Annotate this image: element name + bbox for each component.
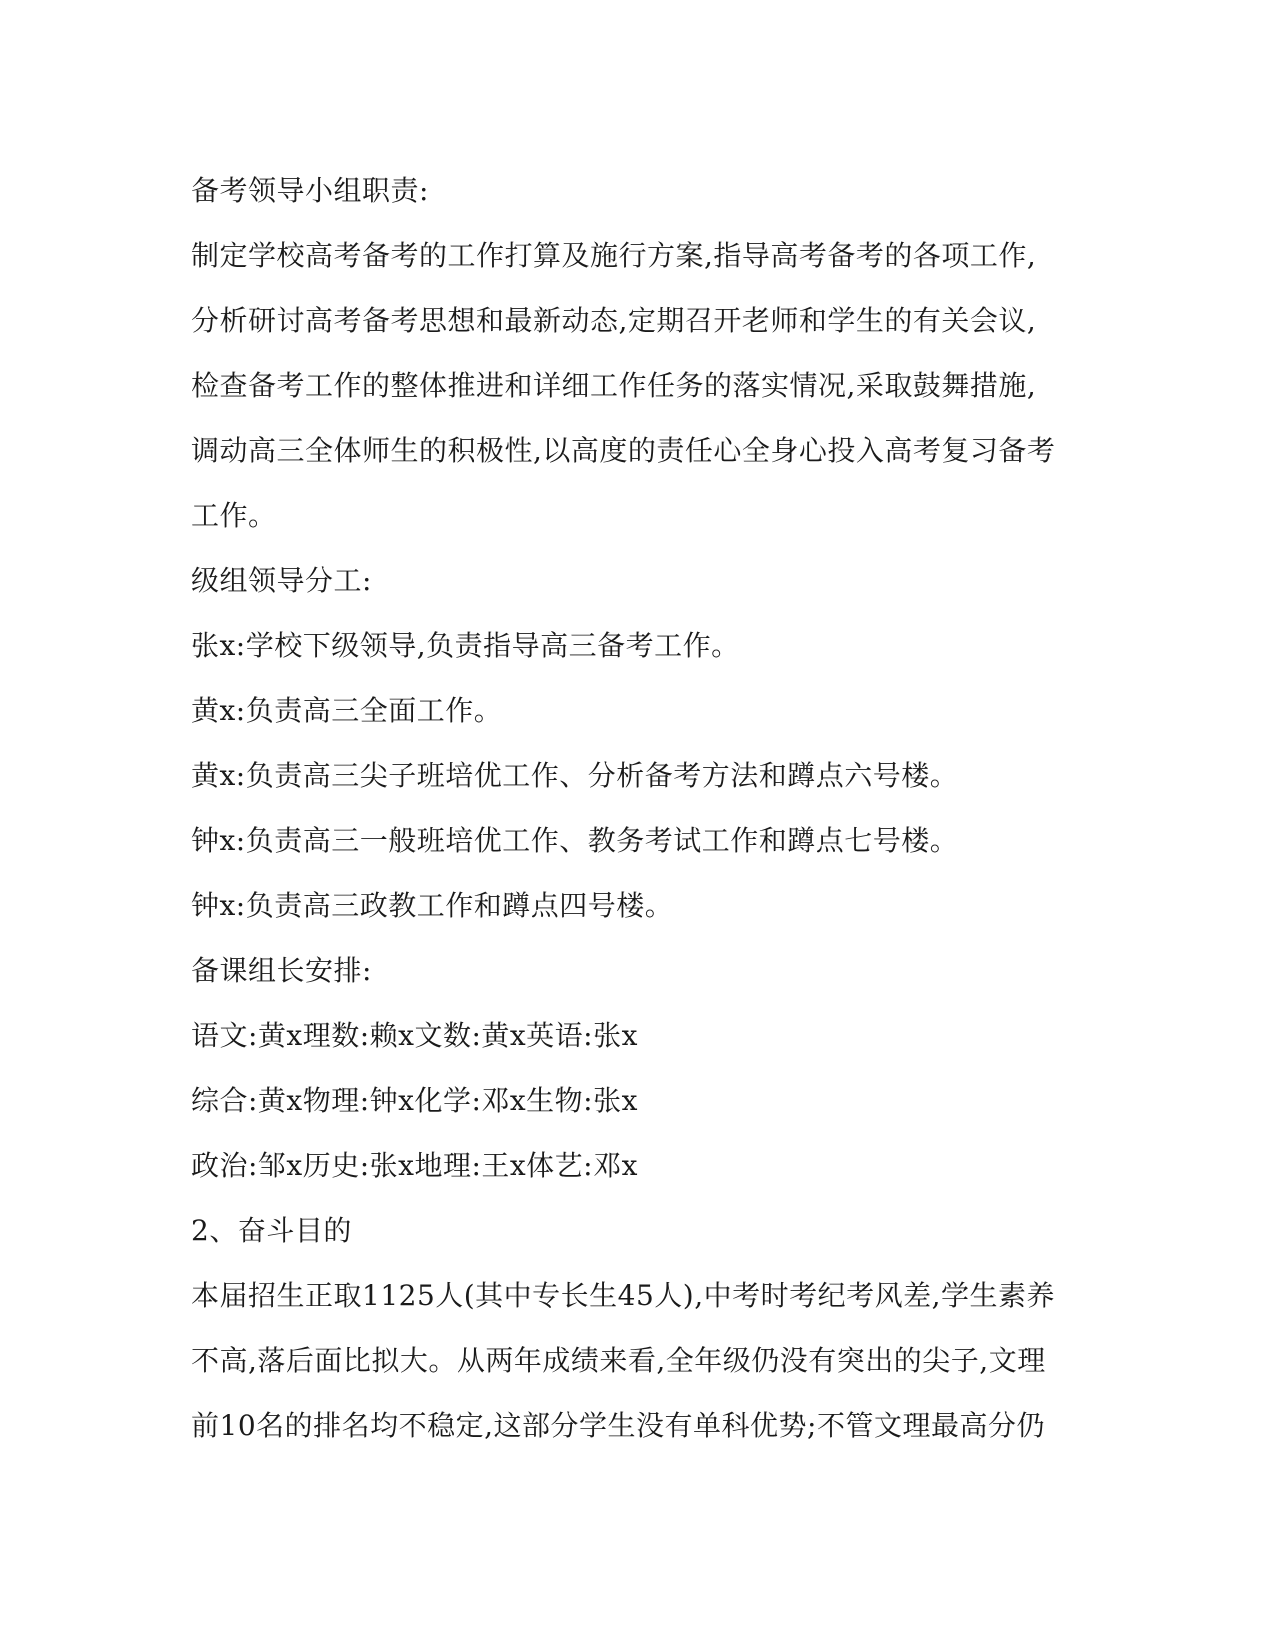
lesson-leader-row: 综合:黄x物理:钟x化学:邓x生物:张x	[191, 1084, 638, 1117]
document-body	[191, 158, 1091, 1458]
division-item: 钟x:负责高三一般班培优工作、教务考试工作和蹲点七号楼。	[191, 824, 959, 857]
paragraph-line: 分析研讨高考备考思想和最新动态,定期召开老师和学生的有关会议,	[191, 304, 1037, 337]
heading-leadership-duties: 备考领导小组职责:	[191, 174, 429, 207]
paragraph-line: 本届招生正取1125人(其中专长生45人),中考时考纪考风差,学生素养	[191, 1279, 1056, 1312]
lesson-leader-row: 语文:黄x理数:赖x文数:黄x英语:张x	[191, 1019, 638, 1052]
division-item: 钟x:负责高三政教工作和蹲点四号楼。	[191, 889, 674, 922]
division-item: 黄x:负责高三全面工作。	[191, 694, 503, 727]
paragraph-line: 调动高三全体师生的积极性,以高度的责任心全身心投入高考复习备考	[191, 434, 1056, 467]
heading-grade-division: 级组领导分工:	[191, 564, 372, 597]
paragraph-line: 制定学校高考备考的工作打算及施行方案,指导高考备考的各项工作,	[191, 239, 1037, 272]
heading-lesson-leaders: 备课组长安排:	[191, 954, 372, 987]
paragraph-line: 工作。	[191, 499, 277, 532]
paragraph-line: 检查备考工作的整体推进和详细工作任务的落实情况,采取鼓舞措施,	[191, 369, 1037, 402]
lesson-leader-row: 政治:邹x历史:张x地理:王x体艺:邓x	[191, 1149, 638, 1182]
heading-goals: 2、奋斗目的	[191, 1214, 352, 1247]
paragraph-line: 不高,落后面比拟大。从两年成绩来看,全年级仍没有突出的尖子,文理	[191, 1344, 1046, 1377]
paragraph-line: 前10名的排名均不稳定,这部分学生没有单科优势;不管文理最高分仍	[191, 1409, 1045, 1442]
division-item: 张x:学校下级领导,负责指导高三备考工作。	[191, 629, 740, 662]
division-item: 黄x:负责高三尖子班培优工作、分析备考方法和蹲点六号楼。	[191, 759, 959, 792]
